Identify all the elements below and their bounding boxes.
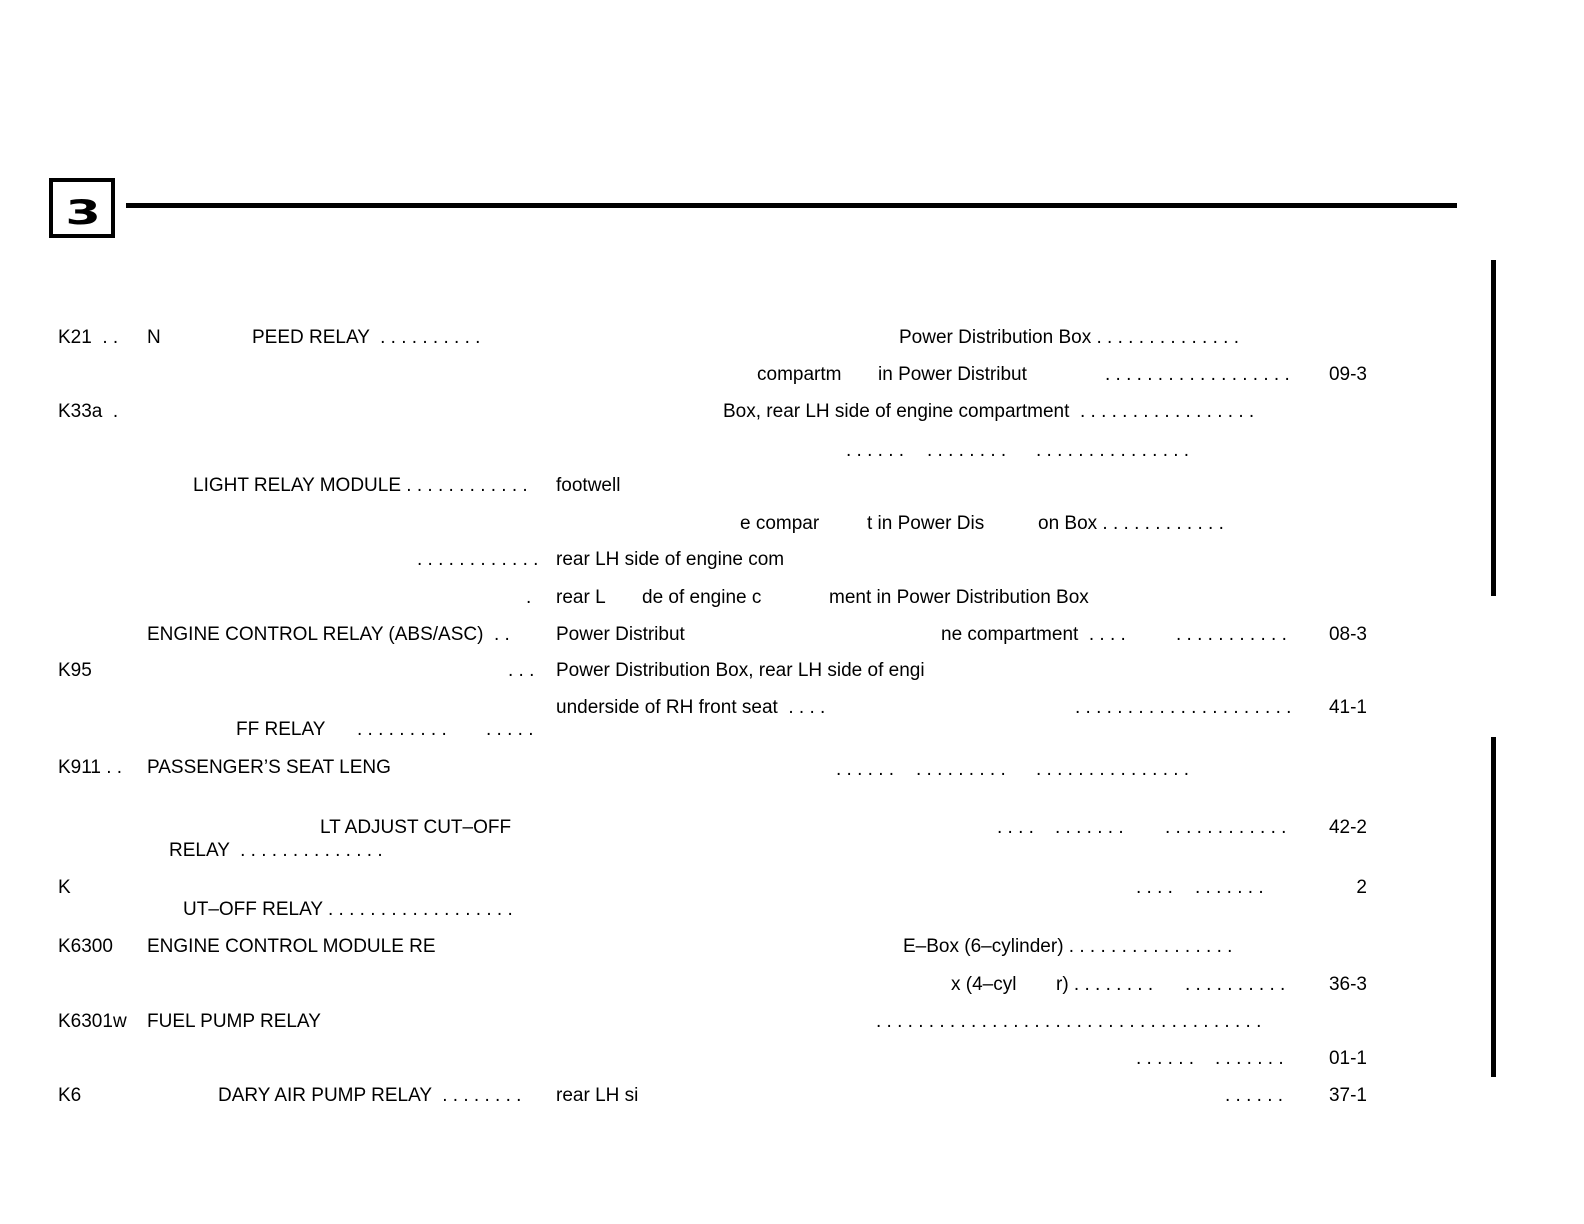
- leader-dots: . . . . . . . . . . . . . . .: [1036, 440, 1190, 461]
- leader-dots: . . . . .: [486, 719, 534, 740]
- page-ref: 2: [1356, 877, 1367, 898]
- component-code: K95: [58, 660, 92, 681]
- location-text: ne compartment . . . .: [941, 624, 1126, 645]
- page-ref: 08-3: [1328, 624, 1367, 645]
- chapter-tab: [49, 178, 115, 238]
- location-text: r) . . . . . . . .: [1056, 974, 1154, 995]
- leader-dots: . . . . . . .: [1215, 1048, 1284, 1069]
- leader-dots: . . . . . . . . . . . .: [417, 549, 539, 570]
- page-ref: 42-2: [1328, 817, 1367, 838]
- page-ref: 37-1: [1328, 1085, 1367, 1106]
- location-text: footwell: [556, 475, 621, 496]
- component-code: K6: [58, 1085, 82, 1106]
- location-text: Power Distribution Box . . . . . . . . . . . . . .: [899, 327, 1239, 348]
- location-text: e compar: [740, 513, 820, 534]
- component-name: FUEL PUMP RELAY: [147, 1011, 321, 1032]
- leader-dots: . . . . . . . . .: [357, 719, 447, 740]
- leader-dots: . . . . . .: [1136, 1048, 1195, 1069]
- location-text: Power Distribut: [556, 624, 685, 645]
- component-code: K911 . .: [58, 757, 123, 778]
- location-text: Power Distribution Box, rear LH side of engi: [556, 660, 925, 681]
- component-code: K6301w: [58, 1011, 127, 1032]
- location-text: ment in Power Distribution Box: [829, 587, 1089, 608]
- leader-dots: . . . . . . . . . . .: [1176, 624, 1287, 645]
- component-name: N: [147, 327, 161, 348]
- location-text: E–Box (6–cylinder) . . . . . . . . . . . . . . . .: [903, 936, 1233, 957]
- leader-dots: . . . . . . . . . . . .: [1165, 817, 1287, 838]
- chapter-number: 3: [64, 193, 99, 233]
- component-name: ENGINE CONTROL RELAY (ABS/ASC) . .: [147, 624, 510, 645]
- leader-dots: . . . . . . .: [1195, 877, 1264, 898]
- leader-dots: . . . . . .: [846, 440, 905, 461]
- leader-dots: . . . . . . . . . .: [1185, 974, 1286, 995]
- leader-dots: . . . .: [1136, 877, 1173, 898]
- component-name: FF RELAY: [236, 719, 326, 740]
- leader-dots: . . . . . .: [836, 759, 895, 780]
- header-rule: [126, 203, 1457, 208]
- leader-dots: . . . .: [997, 817, 1034, 838]
- leader-dots: . . . . . . . . . . . . . . . . . . . . .: [1075, 697, 1292, 718]
- location-text: de of engine c: [642, 587, 762, 608]
- location-text: t in Power Dis: [867, 513, 985, 534]
- leader-dots: . . . . . . .: [1055, 817, 1124, 838]
- component-name: PASSENGER’S SEAT LENG: [147, 757, 391, 778]
- leader-dots: . . . . . .: [1225, 1085, 1284, 1106]
- page-ref: 36-3: [1328, 974, 1367, 995]
- component-name: RELAY . . . . . . . . . . . . . .: [169, 840, 383, 861]
- component-name: PEED RELAY . . . . . . . . . .: [252, 327, 481, 348]
- component-code: K33a .: [58, 401, 119, 422]
- page-ref: 41-1: [1328, 697, 1367, 718]
- component-name: LT ADJUST CUT–OFF: [320, 817, 512, 838]
- location-text: rear L: [556, 587, 606, 608]
- leader-dots: . . . . . . . . . . . . . . .: [1036, 759, 1190, 780]
- component-name: ENGINE CONTROL MODULE RE: [147, 936, 436, 957]
- page-ref: 01-1: [1328, 1048, 1367, 1069]
- location-text: in Power Distribut: [878, 364, 1027, 385]
- component-code: K6300: [58, 936, 113, 957]
- location-text: rear LH si: [556, 1085, 639, 1106]
- page-ref: 09-3: [1328, 364, 1367, 385]
- location-text: x (4–cyl: [951, 974, 1017, 995]
- component-code: K: [58, 877, 71, 898]
- component-name: UT–OFF RELAY . . . . . . . . . . . . . . . . . .: [183, 899, 513, 920]
- margin-bar-lower: [1491, 737, 1496, 1077]
- leader-dots: . . . . . . . . . . . . . . . . . . . . . . . . . . . . . . . . . . . . .: [876, 1011, 1262, 1032]
- leader-dots: . . .: [508, 660, 535, 681]
- component-name: LIGHT RELAY MODULE . . . . . . . . . . . .: [193, 475, 528, 496]
- component-code: K21 . .: [58, 327, 119, 348]
- leader-dots: . . . . . . . . . . . . . . . . . .: [1105, 364, 1290, 385]
- location-text: on Box . . . . . . . . . . . .: [1038, 513, 1224, 534]
- location-text: compartm: [757, 364, 842, 385]
- leader-dots: . . . . . . . .: [927, 440, 1007, 461]
- location-text: Box, rear LH side of engine compartment . . . . . . . . . . . . . . . . .: [723, 401, 1255, 422]
- leader-dots: .: [526, 587, 532, 608]
- leader-dots: . . . . . . . . .: [916, 759, 1006, 780]
- location-text: underside of RH front seat . . . .: [556, 697, 826, 718]
- component-name: DARY AIR PUMP RELAY . . . . . . . .: [218, 1085, 522, 1106]
- margin-bar-upper: [1491, 260, 1496, 596]
- location-text: rear LH side of engine com: [556, 549, 785, 570]
